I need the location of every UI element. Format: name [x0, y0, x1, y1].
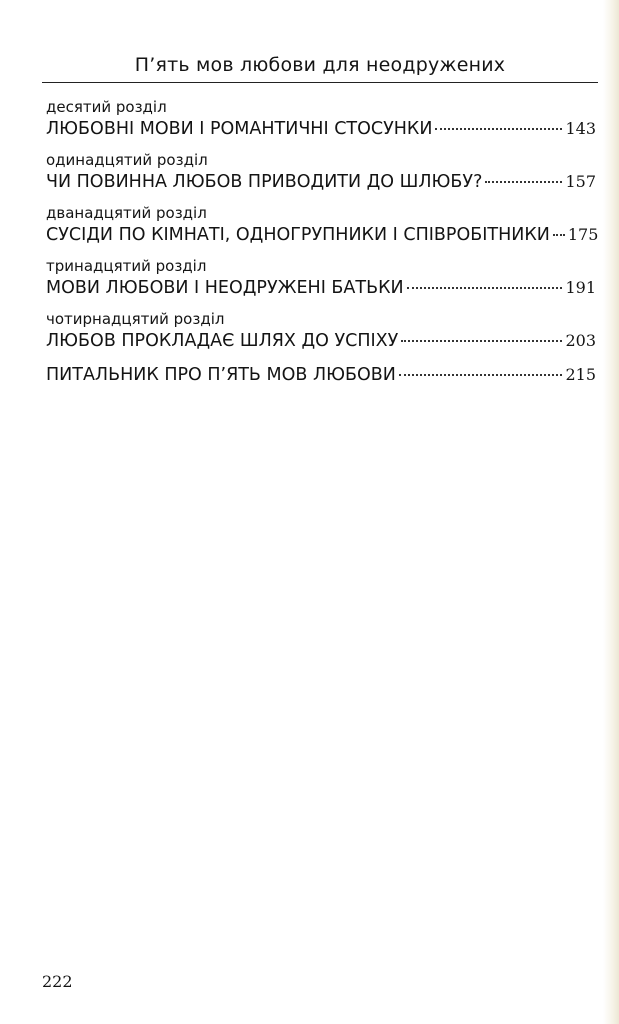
toc-entry [46, 151, 596, 194]
chapter-label: чотирнадцятий розділ [46, 310, 225, 328]
page-number: 175 [567, 225, 599, 244]
running-head-text: П’ять мов любови для неодружених [134, 54, 506, 76]
dot-leader [485, 181, 562, 183]
running-head [42, 48, 598, 83]
page-number: 157 [565, 172, 596, 191]
chapter-label: дванадцятий розділ [46, 204, 207, 222]
toc-entry [46, 257, 596, 300]
chapter-title: ЛЮБОВНІ МОВИ І РОМАНТИЧНІ СТОСУНКИ [46, 119, 433, 139]
page-number: 215 [565, 365, 596, 384]
dot-leader [401, 340, 562, 342]
table-of-contents [46, 98, 599, 397]
chapter-label: тринадцятий розділ [46, 257, 207, 275]
dot-leader [399, 374, 563, 376]
toc-line [46, 170, 596, 194]
toc-entry [46, 98, 596, 141]
toc-entry [46, 363, 596, 387]
page-number: 143 [565, 119, 596, 138]
chapter-title: СУСІДИ ПО КІМНАТІ, ОДНОГРУПНИКИ І СПІВРОБІТНИКИ [46, 225, 550, 245]
toc-entry [46, 204, 599, 247]
chapter-title: ЛЮБОВ ПРОКЛАДАЄ ШЛЯХ ДО УСПІХУ [46, 331, 399, 351]
chapter-title: МОВИ ЛЮБОВИ І НЕОДРУЖЕНІ БАТЬКИ [46, 278, 404, 298]
page-edge [603, 0, 619, 1024]
page-folio: 222 [42, 972, 73, 991]
toc-line [46, 363, 596, 387]
toc-entry [46, 310, 596, 353]
chapter-label: десятий розділ [46, 98, 167, 116]
appendix-title: ПИТАЛЬНИК ПРО П’ЯТЬ МОВ ЛЮБОВИ [46, 365, 396, 385]
dot-leader [435, 128, 562, 130]
toc-line [46, 276, 596, 300]
toc-line [46, 329, 596, 353]
toc-line [46, 117, 596, 141]
chapter-title: ЧИ ПОВИННА ЛЮБОВ ПРИВОДИТИ ДО ШЛЮБУ? [46, 172, 483, 192]
dot-leader [553, 234, 565, 236]
chapter-label: одинадцятий розділ [46, 151, 208, 169]
toc-line [46, 223, 599, 247]
dot-leader [407, 287, 563, 289]
page-number: 203 [565, 331, 596, 350]
page-number: 191 [565, 278, 596, 297]
